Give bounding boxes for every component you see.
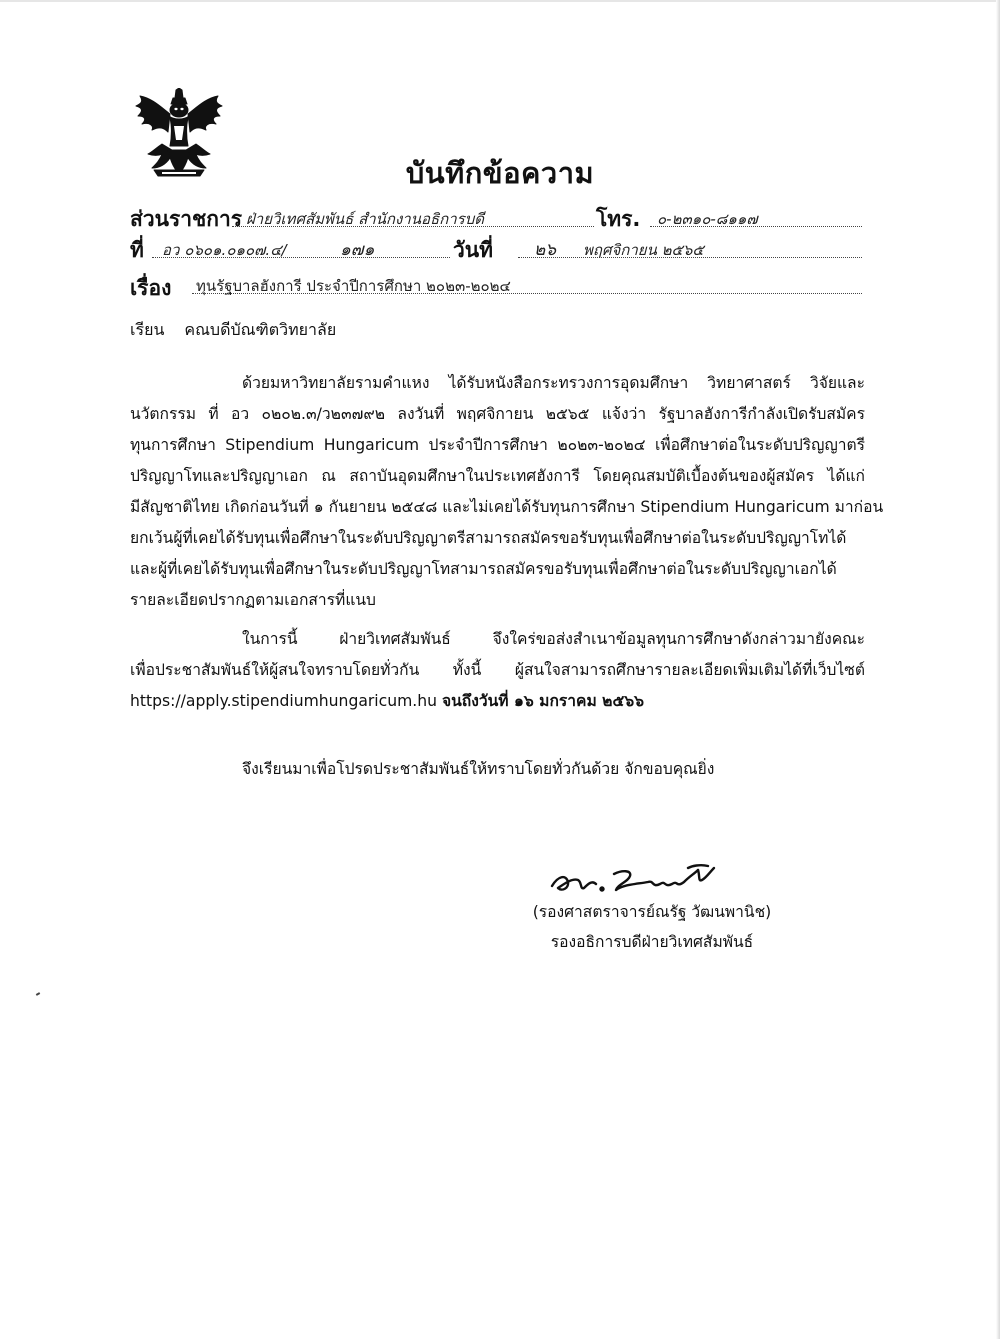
application-url: https://apply.stipendiumhungaricum.hu <box>130 692 438 710</box>
paragraph-1-line: ปริญญาโทและปริญญาเอก ณ สถาบันอุดมศึกษาในประเทศฮังการี โดยคุณสมบัติเบื้องต้นของผู้สมัคร ได้แก่ <box>130 467 865 485</box>
memo-title: บันทึกข้อความ <box>405 156 595 190</box>
handwritten-signature-icon <box>548 862 718 902</box>
paragraph-1-line: นวัตกรรม ที่ อว ๐๒๐๒.๓/ว๒๓๗๙๒ ลงวันที่ พฤศจิกายน ๒๕๖๕ แจ้งว่า รัฐบาลฮังการีกำลังเปิดรับสมัคร <box>130 405 865 423</box>
salutation-recipient: คณบดีบัณฑิตวิทยาลัย <box>184 320 337 339</box>
reference-number: ๑๗๑ <box>340 240 375 260</box>
paragraph-2-line: ในการนี้ ฝ่ายวิเทศสัมพันธ์ จึงใคร่ขอส่งสำเนาข้อมูลทุนการศึกษาดังกล่าวมายังคณะ <box>242 630 865 648</box>
subject-value: ทุนรัฐบาลฮังการี ประจำปีการศึกษา ๒๐๒๓-๒๐๒๔ <box>196 277 511 295</box>
salutation <box>130 318 336 343</box>
department-value: ฝ่ายวิเทศสัมพันธ์ สำนักงานอธิการบดี <box>246 210 484 228</box>
salutation-prefix: เรียน <box>130 320 165 339</box>
paragraph-2-line-url <box>130 686 865 717</box>
signer-position: รองอธิการบดีฝ่ายวิเทศสัมพันธ์ <box>550 933 754 951</box>
paragraph-1-line: และผู้ที่เคยได้รับทุนเพื่อศึกษาในระดับปริญญาโทสามารถสมัครขอรับทุนเพื่อศึกษาต่อในระดับปริญญาเอกได้ <box>130 560 837 578</box>
scan-speck <box>36 992 40 996</box>
body-paragraph-1 <box>130 368 884 616</box>
closing-sentence: จึงเรียนมาเพื่อโปรดประชาสัมพันธ์ให้ทราบโดยทั่วกันด้วย จักขอบคุณยิ่ง <box>242 760 715 778</box>
paragraph-1-line: รายละเอียดปรากฏตามเอกสารที่แนบ <box>130 591 376 609</box>
date-label: วันที่ <box>453 238 493 262</box>
reference-label: ที่ <box>130 238 144 262</box>
signer-name: (รองศาสตราจารย์ณรัฐ วัฒนพานิช) <box>532 903 772 921</box>
paragraph-1-line: ด้วยมหาวิทยาลัยรามคำแหง ได้รับหนังสือกระทรวงการอุดมศึกษา วิทยาศาสตร์ วิจัยและ <box>242 374 865 392</box>
date-day: ๒๖ <box>534 240 556 260</box>
department-label: ส่วนราชการ <box>130 207 243 231</box>
scan-edge-right <box>996 0 1000 1339</box>
date-month-year: พฤศจิกายน ๒๕๖๕ <box>583 241 704 259</box>
paragraph-2-line: เพื่อประชาสัมพันธ์ให้ผู้สนใจทราบโดยทั่วกัน ทั้งนี้ ผู้สนใจสามารถศึกษารายละเอียดเพิ่มเติมได้ที่เว็บไซต์ <box>130 661 865 679</box>
paragraph-1-line: ทุนการศึกษา Stipendium Hungaricum ประจำปีการศึกษา ๒๐๒๓-๒๐๒๔ เพื่อศึกษาต่อในระดับปริญญาตรี <box>130 436 865 454</box>
paragraph-1-line: มีสัญชาติไทย เกิดก่อนวันที่ ๑ กันยายน ๒๕๔๘ และไม่เคยได้รับทุนการศึกษา Stipendium Hungaricum มาก่อน <box>130 498 884 516</box>
subject-label: เรื่อง <box>130 276 172 300</box>
scan-edge-top <box>0 0 1000 2</box>
application-deadline: จนถึงวันที่ ๑๖ มกราคม ๒๕๖๖ <box>441 692 645 710</box>
reference-prefix: อว ๐๖๐๑.๐๑๐๗.๔/ <box>162 241 287 259</box>
body-paragraph-2 <box>130 624 865 717</box>
phone-value: ๐-๒๓๑๐-๘๑๑๗ <box>657 210 758 228</box>
phone-label: โทร. <box>596 207 641 231</box>
paragraph-1-line: ยกเว้นผู้ที่เคยได้รับทุนเพื่อศึกษาในระดับปริญญาตรีสามารถสมัครขอรับทุนเพื่อศึกษาต่อในระดับปริญญาโทได้ <box>130 529 847 547</box>
